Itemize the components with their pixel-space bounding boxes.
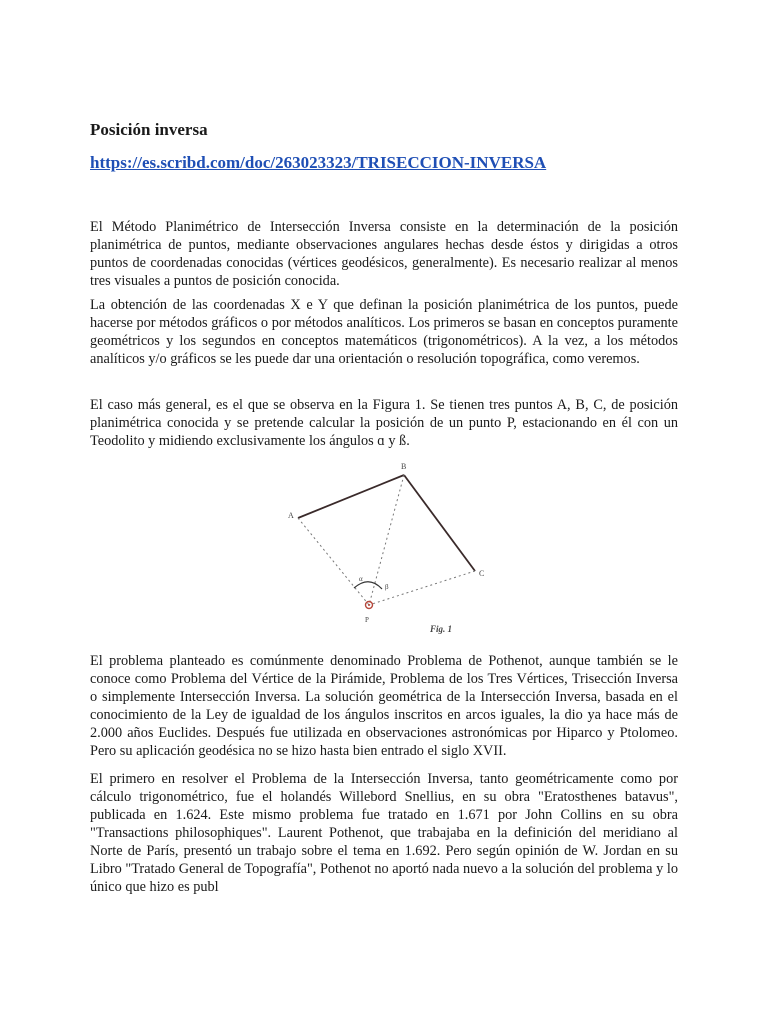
point-a-label: A [288, 511, 294, 520]
paragraph-general-case: El caso más general, es el que se observa en la Figura 1. Se tienen tres puntos A, B, C, de posición planimétrica conocida y se pretende calcular la posición de un punto P, estacionando en él con un Teodolito y midiendo exclusivamente los ángulos ɑ y ß. [90, 397, 678, 449]
figure-caption: Fig. 1 [430, 624, 453, 634]
paragraph-intro: El Método Planimétrico de Intersección Inversa consiste en la determinación de la posición planimétrica de puntos, mediante observaciones angulares hechas desde éstos y dirigidas a otros puntos de coordenadas conocidas (vértices geodésicos, generalmente). Es necesario realizar al menos tres visuales a puntos de posición conocida. [90, 219, 678, 289]
section-heading: Posición inversa [90, 120, 208, 139]
point-c-label: C [479, 569, 485, 578]
paragraph-pothenot: El problema planteado es comúnmente denominado Problema de Pothenot, aunque también se le conoce como Problema del Vértice de la Pirámide, Problema de los Tres Vértices, Trisección Inversa o simplemente Intersección Inversa. La solución geométrica de la Intersección Inversa, basada en el conocimiento de la Ley de igualdad de los ángulos inscritos en arcos iguales, la dio ya hace más de 2.000 años Euclides. Después fue utilizada en observaciones astronómicas por Hiparco y Ptolomeo. Pero su aplicación geodésica no se hizo hasta bien entrado el siglo XVII. [90, 653, 678, 759]
point-b-label: B [401, 462, 407, 471]
beta-label: β [385, 583, 389, 591]
alpha-label: α [359, 575, 363, 583]
paragraph-methods: La obtención de las coordenadas X e Y que definan la posición planimétrica de los puntos, puede hacerse por métodos gráficos o por métodos analíticos. Los primeros se basan en conceptos puramente geométricos y los segundos en conceptos matemáticos (trigonométricos). A la vez, a los métodos analíticos y/o gráficos se les puede dar una orientación o resolución topográfica, como veremos. [90, 297, 678, 367]
point-p-label: P [365, 616, 369, 624]
paragraph-history: El primero en resolver el Problema de la Intersección Inversa, tanto geométricamente como por cálculo trigonométrico, fue el holandés Willebord Snellius, en su obra "Eratosthenes batavus", publicada en 1.624. Este mismo problema fue tratado en 1.671 por John Collins en su obra "Transactions philosophiques". Laurent Pothenot, que trabajaba en la definición del meridiano al Norte de París, presentó un trabajo sobre el tema en 1.692. Pero según opinión de W. Jordan en su Libro "Tratado General de Topografía", Pothenot no aportó nada nuevo a la solución del problema y lo único que hizo es publ [90, 771, 678, 895]
figure-1-diagram [280, 455, 490, 640]
source-link[interactable]: https://es.scribd.com/doc/263023323/TRISECCION-INVERSA [90, 153, 547, 172]
